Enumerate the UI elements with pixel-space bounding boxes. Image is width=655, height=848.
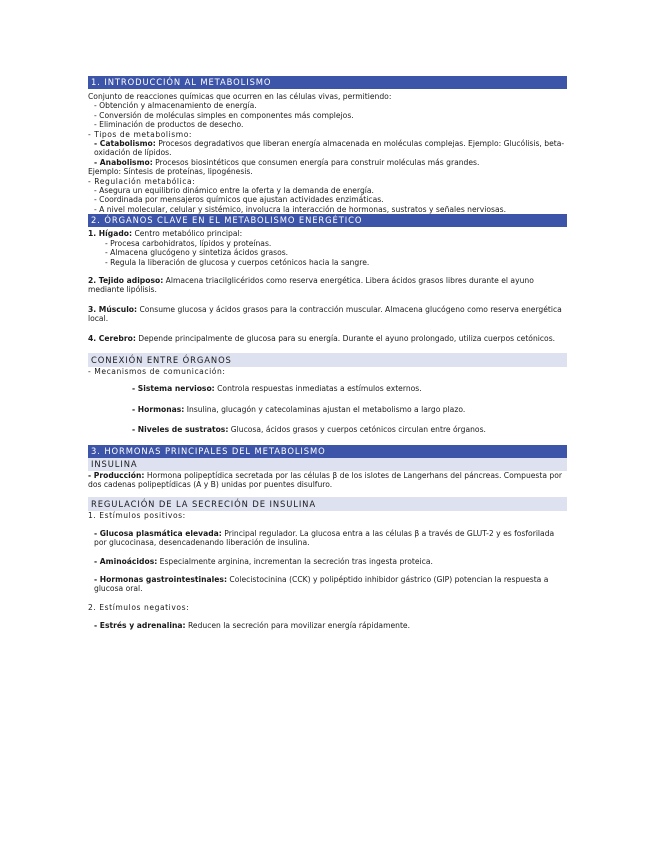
list-item: - Procesa carbohidratos, lípidos y proteínas. [105, 238, 272, 248]
anabolismo-label: - Anabolismo: [94, 157, 153, 167]
estres-text: Reducen la secreción para movilizar energía rápidamente. [185, 621, 411, 631]
higado-text: Centro metabólico principal: [132, 229, 243, 239]
list-item: - Coordinada por mensajeros químicos que ajustan actividades enzimáticas. [94, 195, 384, 205]
catabolismo-item [88, 139, 567, 158]
cerebro-label: 4. Cerebro: [88, 333, 136, 343]
higado-item [88, 229, 567, 238]
regulacion-title: REGULACIÓN DE LA SECRECIÓN DE INSULINA [91, 499, 316, 510]
catabolismo-text: Procesos degradativos que liberan energía almacenada en moléculas complejas. Ejemplo: Glucólisis, beta-oxidación de lípidos. [94, 139, 565, 158]
estres-label: - Estrés y adrenalina: [94, 621, 186, 631]
section-3-title: 3. HORMONAS PRINCIPALES DEL METABOLISMO [91, 445, 326, 456]
list-item: - Conversión de moléculas simples en componentes más complejos. [94, 110, 354, 120]
list-item: - Obtención y almacenamiento de energía. [94, 101, 257, 111]
mecanismo-label: - Sistema nervioso: [132, 384, 215, 394]
mecanismo-item [88, 384, 567, 393]
glucosa-text: Principal regulador. La glucosa entra a las células β a través de GLUT-2 y es fosforilada por glucocinasa, desencadenando liberación de insulina. [94, 528, 555, 548]
musculo-label: 3. Músculo: [88, 304, 138, 314]
cerebro-item [88, 334, 567, 343]
list-item: - Eliminación de productos de desecho. [94, 120, 244, 130]
cerebro-text: Depende principalmente de glucosa para su energía. Durante el ayuno prolongado, utiliza cuerpos cetónicos. [135, 333, 556, 343]
list-item: - A nivel molecular, celular y sistémico, involucra la interacción de hormonas, sustratos y señales nerviosas. [94, 204, 507, 214]
conexion-header [88, 353, 567, 367]
positivos-heading: 1. Estímulos positivos: [88, 511, 186, 521]
insulina-header [88, 458, 567, 471]
section-2-header [88, 214, 567, 227]
adiposo-item [88, 276, 567, 295]
produccion-label: - Producción: [88, 470, 145, 480]
aminoacidos-item [88, 557, 567, 566]
mecanismo-label: - Niveles de sustratos: [132, 425, 229, 435]
section-1-title: 1. INTRODUCCIÓN AL METABOLISMO [91, 77, 272, 87]
musculo-item [88, 305, 567, 324]
mecanismos-heading: - Mecanismos de comunicación: [88, 366, 226, 376]
anabolismo-item [88, 158, 567, 167]
regulacion-header [88, 497, 567, 511]
mecanismo-label: - Hormonas: [132, 404, 185, 414]
produccion-item [88, 471, 567, 490]
estres-item [88, 621, 567, 630]
mecanismo-item [88, 425, 567, 434]
mecanismo-text: Controla respuestas inmediatas a estímulos externos. [214, 384, 422, 394]
hormonas-gi-text: Colecistocinina (CCK) y polipéptido inhibidor gástrico (GIP) potencian la respuesta a glucosa oral. [94, 575, 549, 594]
anabolismo-text: Procesos biosintéticos que consumen energía para construir moléculas más grandes. [152, 157, 480, 167]
list-item: - Regula la liberación de glucosa y cuerpos cetónicos hacia la sangre. [105, 257, 370, 267]
section-2-title: 2. ÓRGANOS CLAVE EN EL METABOLISMO ENERGÉTICO [91, 215, 363, 226]
mecanismo-text: Insulina, glucagón y catecolaminas ajustan el metabolismo a largo plazo. [184, 404, 466, 414]
adiposo-text: Almacena triacilglicéridos como reserva energética. Libera ácidos grasos libres durante el ayuno mediante lipólisis. [88, 275, 534, 295]
section-3-header [88, 445, 567, 458]
adiposo-label: 2. Tejido adiposo: [88, 275, 164, 285]
conexion-title: CONEXIÓN ENTRE ÓRGANOS [91, 354, 232, 365]
section-1-header [88, 76, 567, 89]
anabolismo-example: Ejemplo: Síntesis de proteínas, lipogénesis. [88, 167, 253, 177]
aminoacidos-text: Especialmente arginina, incrementan la secreción tras ingesta proteica. [157, 556, 433, 566]
produccion-text: Hormona polipeptídica secretada por las células β de los islotes de Langerhans del páncreas. Compuesta por dos cadenas polipeptídicas (A y B) unidas por puentes disulfuro. [88, 470, 563, 489]
glucosa-label: - Glucosa plasmática elevada: [94, 528, 222, 538]
document-page [88, 76, 567, 631]
musculo-text: Consume glucosa y ácidos grasos para la contracción muscular. Almacena glucógeno como reserva energética local. [88, 304, 562, 324]
mecanismo-text: Glucosa, ácidos grasos y cuerpos cetónicos circulan entre órganos. [228, 425, 486, 435]
list-item: - Almacena glucógeno y sintetiza ácidos grasos. [105, 248, 289, 258]
hormonas-gi-item [88, 575, 567, 594]
insulina-title: INSULINA [91, 458, 138, 469]
mecanismo-item [88, 405, 567, 414]
negativos-heading: 2. Estímulos negativos: [88, 602, 190, 612]
hormonas-gi-label: - Hormonas gastrointestinales: [94, 575, 227, 584]
regulacion-heading: - Regulación metabólica: [88, 176, 196, 186]
list-item: - Asegura un equilibrio dinámico entre la oferta y la demanda de energía. [94, 186, 374, 196]
tipos-heading: - Tipos de metabolismo: [88, 129, 193, 139]
higado-label: 1. Hígado: [88, 229, 133, 239]
catabolismo-label: - Catabolismo: [94, 139, 156, 149]
intro-text: Conjunto de reacciones químicas que ocurren en las células vivas, permitiendo: [88, 92, 392, 101]
glucosa-item [88, 529, 567, 548]
aminoacidos-label: - Aminoácidos: [94, 556, 158, 566]
